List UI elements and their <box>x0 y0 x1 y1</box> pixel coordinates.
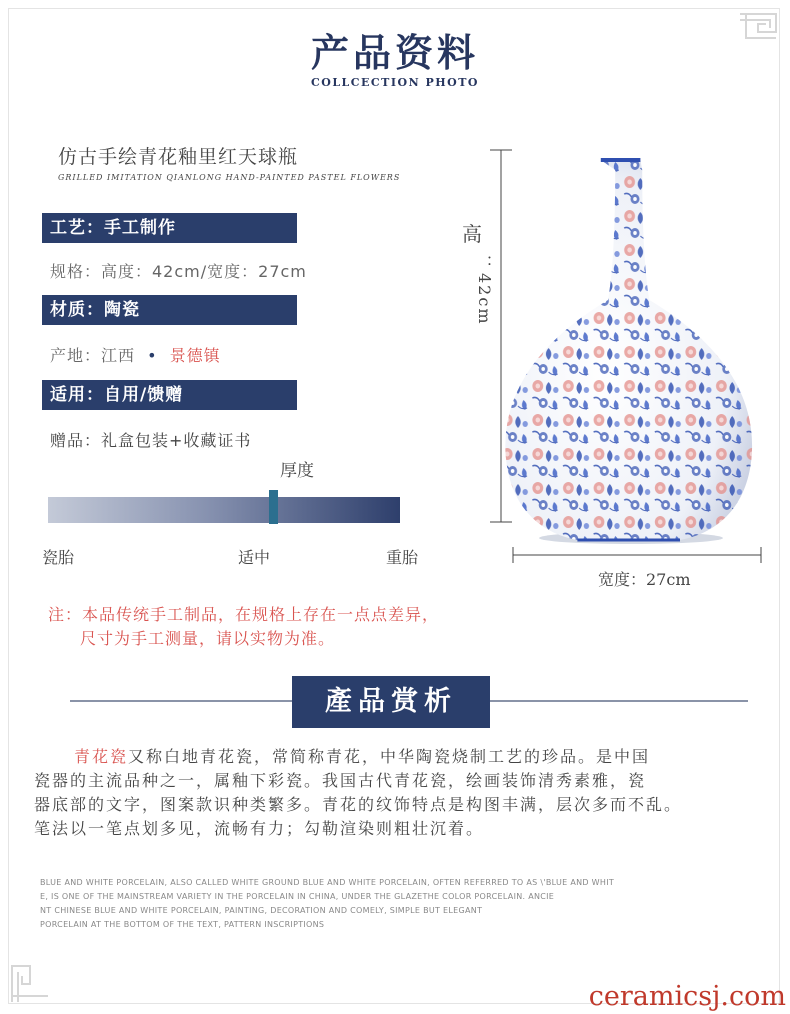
description-line-4: 笔法以一笔点划多见，流畅有力；勾勒渲染则粗壮沉着。 <box>34 819 485 838</box>
english-line-2: E, IS ONE OF THE MAINSTREAM VARIETY IN THE PORCELAIN IN CHINA, UNDER THE GLAZETHE COLOR PORCELAIN. ANCIE <box>40 892 555 901</box>
height-value: ：42cm <box>475 255 494 326</box>
thickness-label-heavy: 重胎 <box>386 548 419 567</box>
section-divider-left <box>70 700 292 702</box>
thickness-title: 厚度 <box>280 461 314 481</box>
description-line-3: 器底部的文字，图案款识种类繁多。青花的纹饰特点是构图丰满，层次多而不乱。 <box>34 795 683 814</box>
thickness-marker <box>269 490 278 524</box>
origin-dot: • <box>147 346 158 365</box>
size-spec: 规格：高度：42cm/宽度：27cm <box>50 262 307 281</box>
description-line-1 <box>34 745 754 769</box>
english-line-3: NT CHINESE BLUE AND WHITE PORCELAIN, PAINTING, DECORATION AND COMELY, SIMPLE BUT ELEGANT <box>40 906 483 915</box>
description-highlight: 青花瓷 <box>74 747 129 766</box>
watermark: ceramicsj.com <box>588 981 786 1012</box>
height-label: 高 <box>462 222 482 246</box>
thickness-scale-bar <box>48 497 400 523</box>
craft-label-bar: 工艺：手工制作 <box>42 213 297 243</box>
section-divider-right <box>490 700 748 702</box>
note-line-1: 注：本品传统手工制品，在规格上存在一点点差异， <box>48 605 440 624</box>
description-line-1-text: 又称白地青花瓷，常简称青花，中华陶瓷烧制工艺的珍品。是中国 <box>128 747 651 766</box>
english-line-1: BLUE AND WHITE PORCELAIN, ALSO CALLED WHITE GROUND BLUE AND WHITE PORCELAIN, OFTEN REFERRED TO AS \'BLUE AND WHIT <box>40 878 615 887</box>
origin-spec <box>50 343 221 366</box>
material-label-bar: 材质：陶瓷 <box>42 295 297 325</box>
product-english-name: GRILLED IMITATION QIANLONG HAND-PAINTED PASTEL FLOWERS <box>58 173 401 182</box>
note-line-2: 尺寸为手工测量，请以实物为准。 <box>80 629 336 648</box>
product-name: 仿古手绘青花釉里红天球瓶 <box>58 146 299 168</box>
origin-label: 产地：江西 <box>50 346 136 365</box>
usage-label-bar: 适用：自用/馈赠 <box>42 380 297 410</box>
corner-ornament-bottom-left <box>8 962 52 1006</box>
english-line-4: PORCELAIN AT THE BOTTOM OF THE TEXT, PATTERN INSCRIPTIONS <box>40 920 325 929</box>
header-title: 产品资料 <box>310 30 479 75</box>
thickness-label-medium: 适中 <box>238 548 271 567</box>
section-title: 產品赏析 <box>292 676 490 728</box>
description-line-2: 瓷器的主流品种之一，属釉下彩瓷。我国古代青花瓷，绘画装饰清秀素雅，瓷 <box>34 771 647 790</box>
width-label: 宽度：27cm <box>598 570 691 589</box>
origin-city: 景德镇 <box>169 346 221 365</box>
vase-product-image <box>488 140 778 600</box>
thickness-label-thin: 瓷胎 <box>42 548 75 567</box>
gift-spec: 赠品：礼盒包装+收藏证书 <box>50 431 252 450</box>
header-subtitle: COLLCECTION PHOTO <box>310 76 479 89</box>
